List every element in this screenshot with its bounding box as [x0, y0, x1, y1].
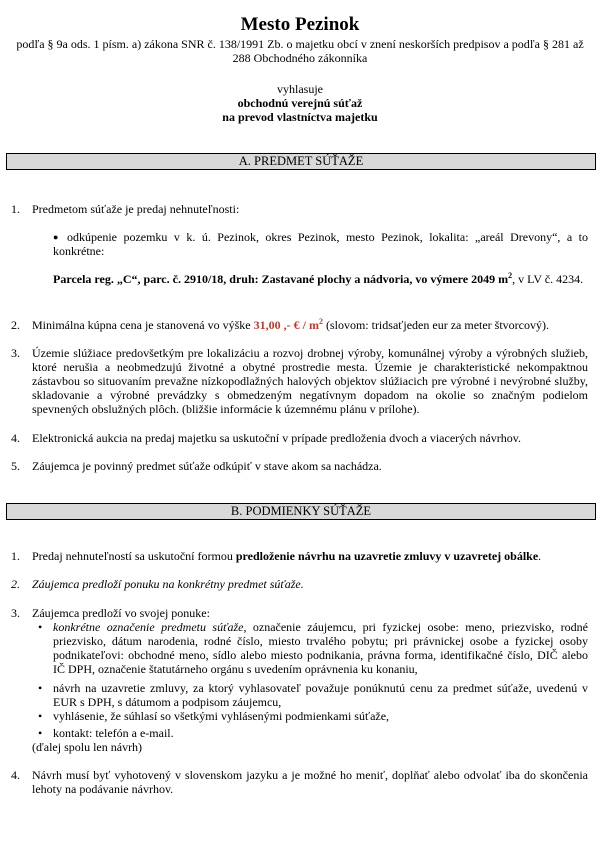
section-a-item3-number: 3.: [11, 346, 20, 360]
section-b-item1-text: [32, 549, 588, 563]
minimum-price: 31,00 ,- € / m: [253, 318, 319, 332]
section-a-item1-bullet-text: odkúpenie pozemku v k. ú. Pezinok, okres Pezinok, mesto Pezinok, lokalita: „areál Drevony“, a to konkrétne:: [53, 230, 588, 258]
section-b-heading: B. PODMIENKY SÚŤAŽE: [6, 503, 596, 520]
section-b-item2-number: 2.: [11, 577, 20, 591]
section-b-item2-text: Záujemca predloží ponuku na konkrétny predmet súťaže.: [32, 577, 304, 591]
section-b-item3-intro: Záujemca predloží vo svojej ponuke:: [32, 606, 210, 620]
bullet-icon: ●: [53, 232, 59, 242]
offer-bullet-2: návrh na uzavretie zmluvy, za ktorý vyhlasovateľ považuje ponúknutú cenu za predmet súťaže, uvedenú v EUR s DPH, s dátumom a podpisom záujemcu,: [53, 681, 588, 709]
submission-end: .: [538, 549, 542, 563]
parcel-description: Parcela reg. „C“, parc. č. 2910/18, druh: Zastavané plochy a nádvoria, vo výmere 2049 m: [53, 272, 509, 286]
bullet-icon: •: [38, 709, 43, 723]
price-intro: Minimálna kúpna cena je stanovená vo výške: [32, 318, 254, 332]
offer-bullet-3: vyhlásenie, že súhlasí so všetkými vyhlásenými podmienkami súťaže,: [53, 709, 390, 723]
bullet-icon: •: [38, 681, 43, 695]
submission-form: predloženie návrhu na uzavretie zmluvy v uzavretej obálke: [235, 549, 539, 563]
section-a-item2-number: 2.: [11, 318, 20, 332]
offer-bullet-1-italic: konkrétne označenie predmetu súťaže: [53, 620, 244, 634]
section-b-item3-number: 3.: [11, 606, 20, 620]
legal-basis-subtitle: podľa § 9a ods. 1 písm. a) zákona SNR č. 138/1991 Zb. o majetku obcí v znení neskorších predpisov a podľa § 281 až 288 Obchodného zákonníka: [16, 37, 584, 65]
section-b-item1-number: 1.: [11, 549, 20, 563]
bullet-icon: •: [38, 620, 43, 634]
section-a-item1-text: Predmetom súťaže je predaj nehnuteľnosti:: [32, 202, 240, 216]
section-a-item3-text: Územie slúžiace predovšetkým pre lokalizáciu a rozvoj drobnej výroby, komunálnej výroby a výrobných služieb, ktoré nerušia a neobmedzujú životné a obytné prostredie mesta. Územie je charakteristické nekompaktnou zástavbou so situovaním prevažne nízkopodlažných halových objektov slúžiacich pre výrobné i nevýrobné služby, skladovanie a výrobné prevádzky s obmedzeným negatívnym dopadom na okolie so značným podielom spevnených obslužných plôch. (bližšie informácie k územnému plánu v prílohe).: [32, 346, 588, 416]
section-a-item5-text: Záujemca je povinný predmet súťaže odkúpiť v stave akom sa nachádza.: [32, 459, 382, 473]
section-a-item2-text: [32, 318, 588, 332]
section-a-item4-text: Elektronická aukcia na predaj majetku sa uskutoční v prípade predloženia dvoch a viacerých návrhov.: [32, 431, 522, 445]
parcel-lv: , v LV č. 4234.: [512, 272, 584, 286]
bullet-icon: •: [38, 726, 43, 740]
price-in-words: (slovom: tridsaťjeden eur za meter štvorcový).: [322, 318, 549, 332]
parcel-unit-sup: 2: [508, 271, 513, 280]
section-a-heading: A. PREDMET SÚŤAŽE: [6, 153, 596, 170]
offer-closing: (ďalej spolu len návrh): [32, 740, 143, 754]
document-title: Mesto Pezinok: [240, 14, 360, 35]
offer-bullet-1: [53, 620, 588, 676]
section-a-item4-number: 4.: [11, 431, 20, 445]
section-b-item4-text: Návrh musí byť vyhotovený v slovenskom jazyku a je možné ho meniť, doplňať alebo odvolať iba do skončenia lehoty na podávanie návrhov.: [32, 768, 588, 796]
section-a-item1-number: 1.: [11, 202, 20, 216]
submission-intro: Predaj nehnuteľností sa uskutoční formou: [32, 549, 236, 563]
section-a-item5-number: 5.: [11, 459, 20, 473]
offer-bullet-4: kontakt: telefón a e-mail.: [53, 726, 174, 740]
section-a-item1-parcel: [53, 272, 588, 286]
offer-bullet-1-text: , označenie záujemcu, pri fyzickej osobe: meno, priezvisko, rodné priezvisko, dátum narodenia, rodné číslo, miesto trvalého pobytu; pri právnickej osobe a fyzickej osoby podnikateľovi: obchodné meno, sídlo alebo miesto podnikania, právna forma, identifikačné číslo, DIČ alebo IČ DPH, označenie štatutárneho orgánu s uvedením oprávnenia ku konaniu,: [53, 620, 588, 676]
competition-title-line2: na prevod vlastníctva majetku: [222, 110, 378, 124]
announces-text: vyhlasuje: [277, 82, 323, 96]
price-unit-sup: 2: [318, 317, 323, 326]
section-b-item4-number: 4.: [11, 768, 20, 782]
competition-title-line1: obchodnú verejnú súťaž: [237, 96, 363, 110]
